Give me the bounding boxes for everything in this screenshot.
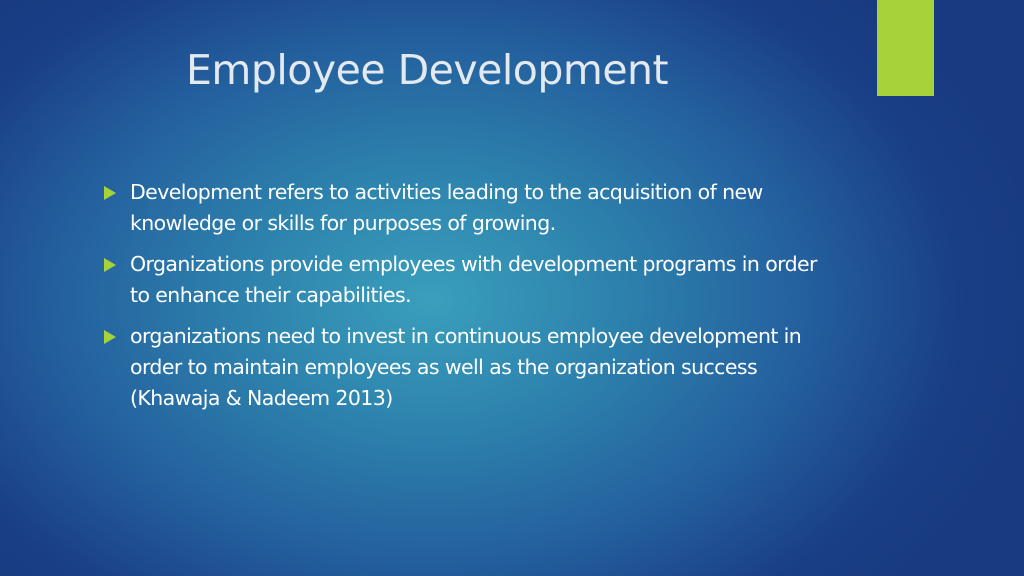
triangle-right-icon (104, 186, 116, 200)
bullet-text: Development refers to activities leading to the acquisition of new knowledge or skills for purposes of growing. (130, 180, 763, 235)
triangle-right-icon (104, 258, 116, 272)
slide-title: Employee Development (186, 46, 669, 94)
bullet-item (103, 177, 833, 239)
bullet-text: Organizations provide employees with development programs in order to enhance their capabilities. (130, 252, 817, 307)
bullet-list (103, 177, 833, 424)
bullet-item (103, 249, 833, 311)
bullet-text: organizations need to invest in continuous employee development in order to maintain employees as well as the organization success (Khawaja & Nadeem 2013) (130, 324, 802, 410)
bullet-item (103, 321, 833, 414)
triangle-right-icon (104, 330, 116, 344)
accent-bar (877, 0, 934, 96)
